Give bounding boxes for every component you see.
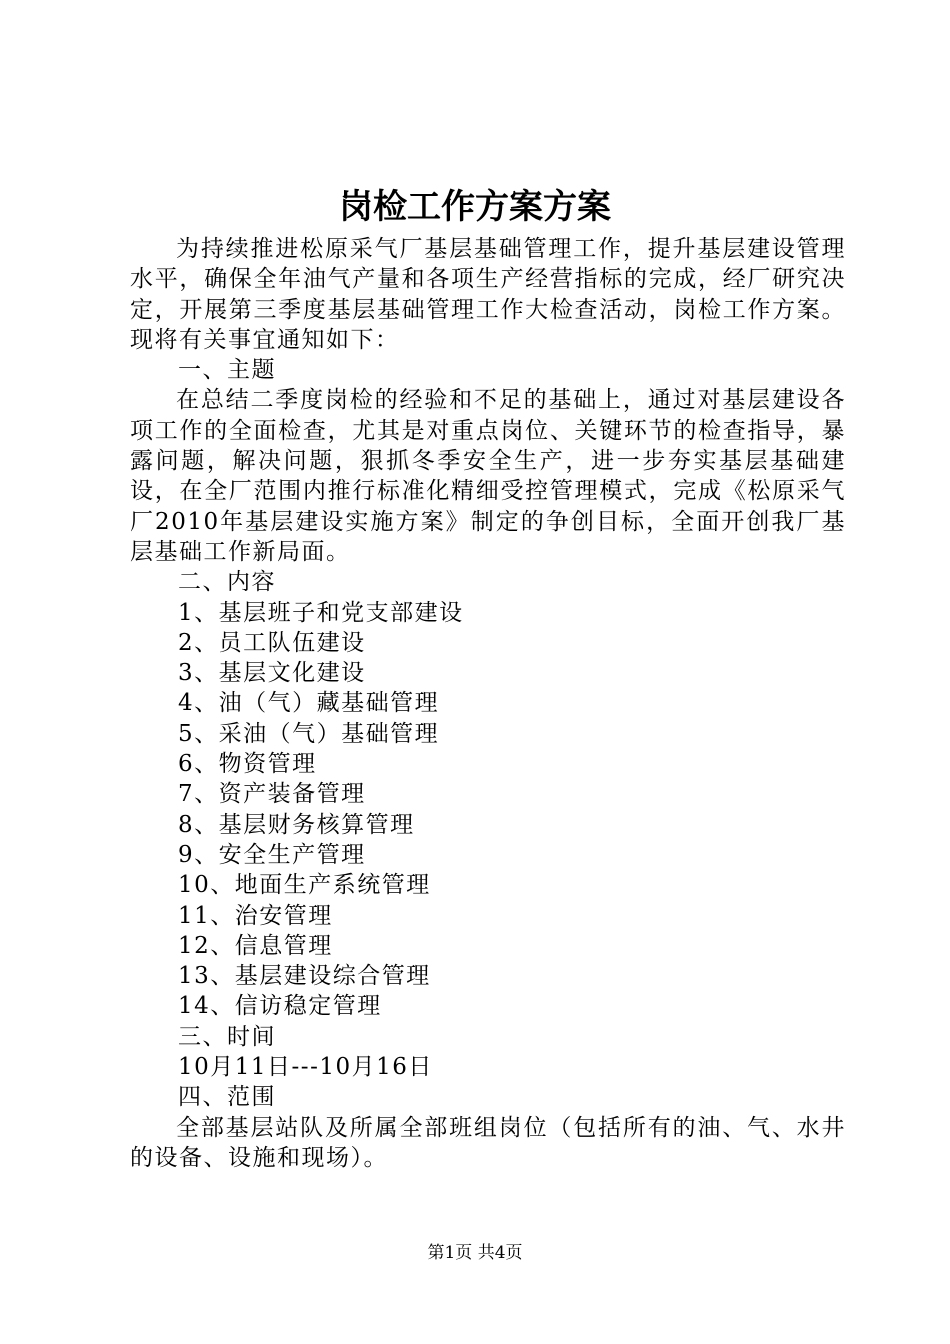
list-item: 2、员工队伍建设 xyxy=(178,629,366,656)
list-item: 4、油（气）藏基础管理 xyxy=(178,690,440,717)
topic-paragraph: 在总结二季度岗检的经验和不足的基础上，通过对基层建设各项工作的全面检查，尤其是对重点岗位、关键环节的检查指导，暴露问题，解决问题，狠抓冬季安全生产，进一步夯实基层基础建设，在全厂范围内推行标准化精细受控管理模式，完成《松原采气厂2010年基层建设实施方案》制定的争创目标，全面开创我厂基层基础工作新局面。 xyxy=(130,387,846,565)
list-item: 6、物资管理 xyxy=(178,751,317,778)
document-body xyxy=(130,234,846,1173)
section-heading-content: 二、内容 xyxy=(178,569,276,596)
list-item: 7、资产装备管理 xyxy=(178,781,366,808)
section-heading-time: 三、时间 xyxy=(178,1023,276,1050)
time-range: 10月11日---10月16日 xyxy=(178,1054,433,1081)
list-item: 8、基层财务核算管理 xyxy=(178,811,415,838)
page-title: 岗检工作方案方案 xyxy=(339,187,611,227)
list-item: 10、地面生产系统管理 xyxy=(178,872,431,899)
section-heading-topic: 一、主题 xyxy=(178,357,276,384)
list-item: 13、基层建设综合管理 xyxy=(178,963,431,990)
list-item: 14、信访稳定管理 xyxy=(178,993,382,1020)
list-item: 9、安全生产管理 xyxy=(178,841,366,868)
list-item: 12、信息管理 xyxy=(178,932,333,959)
scope-paragraph: 全部基层站队及所属全部班组岗位（包括所有的油、气、水井的设备、设施和现场）。 xyxy=(130,1114,846,1171)
intro-paragraph: 为持续推进松原采气厂基层基础管理工作，提升基层建设管理水平，确保全年油气产量和各项生产经营指标的完成，经厂研究决定，开展第三季度基层基础管理工作大检查活动，岗检工作方案。现将有关事宜通知如下： xyxy=(130,236,846,353)
list-item: 3、基层文化建设 xyxy=(178,660,366,687)
list-item: 1、基层班子和党支部建设 xyxy=(178,599,464,626)
page-footer: 第1页 共4页 xyxy=(427,1243,523,1263)
list-item: 5、采油（气）基础管理 xyxy=(178,720,440,747)
section-heading-scope: 四、范围 xyxy=(178,1084,276,1111)
list-item: 11、治安管理 xyxy=(178,902,333,929)
content-list xyxy=(130,598,846,1022)
